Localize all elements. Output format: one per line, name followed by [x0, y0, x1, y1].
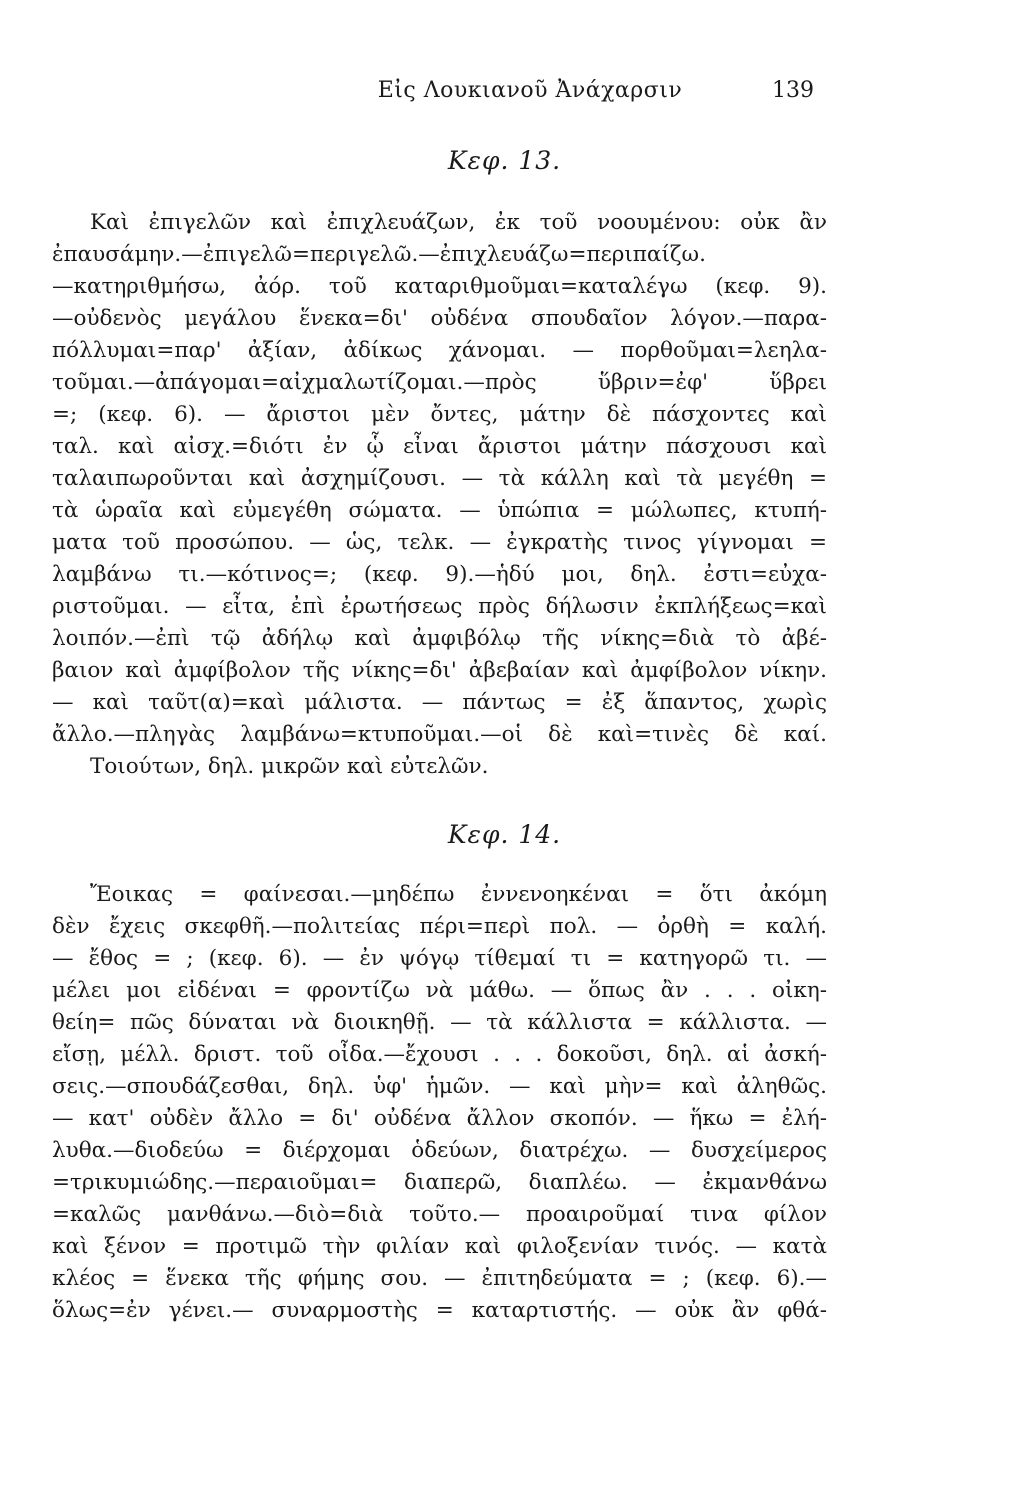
running-title: Εἰς Λουκιανοῦ Ἀνάχαρσιν: [377, 78, 683, 103]
page-number: 139: [772, 78, 814, 103]
text-line: λυθα.—διοδεύω = διέρχομαι ὁδεύων, διατρέχω. — δυσχείμερος: [52, 1138, 827, 1163]
text-line: Καὶ ἐπιγελῶν καὶ ἐπιχλευάζων, ἐκ τοῦ νοουμένου: οὐκ ἂν: [90, 210, 827, 235]
text-line: Ἔοικας = φαίνεσαι.—μηδέπω ἐννενοηκέναι = ὅτι ἀκόμη: [90, 882, 827, 907]
text-line: ὅλως=ἐν γένει.— συναρμοστὴς = καταρτιστής. — οὐκ ἂν φθά-: [52, 1298, 827, 1323]
text-line: ταλαιπωροῦνται καὶ ἀσχημίζουσι. — τὰ κάλλη καὶ τὰ μεγέθη =: [52, 466, 827, 491]
text-line: —κατηριθμήσω, ἀόρ. τοῦ καταριθμοῦμαι=καταλέγω (κεφ. 9).: [52, 274, 827, 299]
text-line: λοιπόν.—ἐπὶ τῷ ἀδήλῳ καὶ ἀμφιβόλῳ τῆς νίκης=διὰ τὸ ἀβέ-: [52, 626, 827, 651]
text-line: τὰ ὡραῖα καὶ εὐμεγέθη σώματα. — ὑπώπια = μώλωπες, κτυπή-: [52, 498, 827, 523]
text-line: ματα τοῦ προσώπου. — ὡς, τελκ. — ἐγκρατὴς τινος γίγνομαι =: [52, 530, 827, 555]
chapter-heading-13: Κεφ. 13.: [447, 146, 562, 175]
text-line: ταλ. καὶ αἰσχ.=διότι ἐν ᾧ εἶναι ἄριστοι μάτην πάσχουσι καὶ: [52, 434, 827, 459]
text-line: ἄλλο.—πληγὰς λαμβάνω=κτυποῦμαι.—οἱ δὲ καὶ=τινὲς δὲ καί.: [52, 722, 827, 747]
text-line: — ἔθος = ; (κεφ. 6). — ἐν ψόγῳ τίθεμαί τι = κατηγορῶ τι. —: [52, 946, 827, 971]
text-line: εἴσῃ, μέλλ. δριστ. τοῦ οἶδα.—ἔχουσι . . . δοκοῦσι, δηλ. αἱ ἀσκή-: [52, 1042, 827, 1067]
text-line: θείη= πῶς δύναται νὰ διοικηθῇ. — τὰ κάλλιστα = κάλλιστα. —: [52, 1010, 827, 1035]
text-line: λαμβάνω τι.—κότινος=; (κεφ. 9).—ἡδύ μοι, δηλ. ἐστι=εὐχα-: [52, 562, 827, 587]
text-line: πόλλυμαι=παρ' ἀξίαν, ἀδίκως χάνομαι. — πορθοῦμαι=λεηλα-: [52, 338, 827, 363]
text-line: —οὐδενὸς μεγάλου ἕνεκα=δι' οὐδένα σπουδαῖον λόγον.—παρα-: [52, 306, 827, 331]
text-line: Τοιούτων, δηλ. μικρῶν καὶ εὐτελῶν.: [90, 754, 489, 779]
chapter-heading-14: Κεφ. 14.: [447, 820, 562, 849]
text-line: σεις.—σπουδάζεσθαι, δηλ. ὑφ' ἡμῶν. — καὶ μὴν= καὶ ἀληθῶς.: [52, 1074, 827, 1099]
text-line: — κατ' οὐδὲν ἄλλο = δι' οὐδένα ἄλλον σκοπόν. — ἥκω = ἐλή-: [52, 1106, 827, 1131]
text-line: =τρικυμιώδης.—περαιοῦμαι= διαπερῶ, διαπλέω. — ἐκμανθάνω: [52, 1170, 827, 1195]
text-line: =; (κεφ. 6). — ἄριστοι μὲν ὄντες, μάτην δὲ πάσχοντες καὶ: [52, 402, 827, 427]
text-line: μέλει μοι εἰδέναι = φροντίζω νὰ μάθω. — ὅπως ἂν . . . οἰκη-: [52, 978, 827, 1003]
text-line: δὲν ἔχεις σκεφθῆ.—πολιτείας πέρι=περὶ πολ. — ὀρθὴ = καλή.: [52, 914, 827, 939]
text-line: ριστοῦμαι. — εἶτα, ἐπὶ ἐρωτήσεως πρὸς δήλωσιν ἐκπλήξεως=καὶ: [52, 594, 827, 619]
text-line: βαιον καὶ ἀμφίβολον τῆς νίκης=δι' ἀβεβαίαν καὶ ἀμφίβολον νίκην.: [52, 658, 827, 683]
text-line: καὶ ξένον = προτιμῶ τὴν φιλίαν καὶ φιλοξενίαν τινός. — κατὰ: [52, 1234, 827, 1259]
text-line: τοῦμαι.—ἀπάγομαι=αἰχμαλωτίζομαι.—πρὸς ὕβριν=ἐφ' ὕβρει: [52, 370, 827, 395]
text-line: =καλῶς μανθάνω.—διὸ=διὰ τοῦτο.— προαιροῦμαί τινα φίλον: [52, 1202, 827, 1227]
text-line: κλέος = ἕνεκα τῆς φήμης σου. — ἐπιτηδεύματα = ; (κεφ. 6).—: [52, 1266, 827, 1291]
text-line: — καὶ ταῦτ(α)=καὶ μάλιστα. — πάντως = ἐξ ἅπαντος, χωρὶς: [52, 690, 827, 715]
text-line: ἐπαυσάμην.—ἐπιγελῶ=περιγελῶ.—ἐπιχλευάζω=περιπαίζω.: [52, 242, 706, 267]
